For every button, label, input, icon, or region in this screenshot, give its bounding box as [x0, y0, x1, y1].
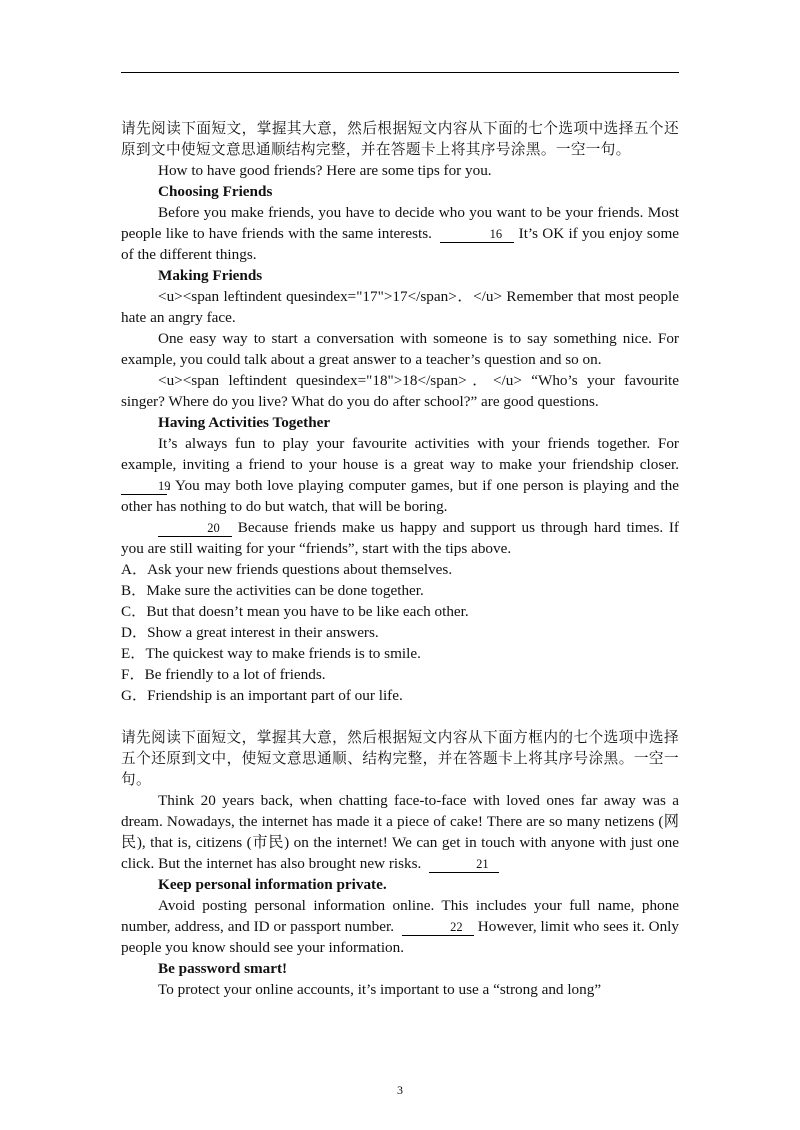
paragraph-text: . You may both love playing computer games, but if one person is playing and the other has nothing to do but watch, that will be boring.: [121, 477, 679, 515]
paragraph-password: To protect your online accounts, it’s important to use a “strong and long”: [158, 981, 602, 998]
paragraph-internet: [121, 790, 679, 874]
heading-activities: Having Activities Together: [158, 414, 331, 431]
heading-choosing-friends: Choosing Friends: [158, 183, 273, 200]
blank-21[interactable]: 21: [429, 857, 499, 873]
option-c: C．But that doesn’t mean you have to be like each other.: [121, 603, 469, 620]
paragraph-personal-info: [121, 895, 679, 958]
paragraph-blank-20: [121, 517, 679, 559]
page-number: 3: [397, 1083, 403, 1097]
header-rule: [121, 72, 679, 73]
heading-making-friends: Making Friends: [158, 267, 263, 284]
option-a: A．Ask your new friends questions about themselves.: [121, 561, 453, 578]
option-g: G．Friendship is an important part of our life.: [121, 687, 403, 704]
blank-20[interactable]: 20: [158, 521, 232, 537]
paragraph-blank-18: <u><span leftindent quesindex="18">18</span>．</u> “Who’s your favourite singer? Where do you live? What do you do after school?” are good questions.: [121, 372, 679, 410]
page-content: [121, 118, 679, 1000]
paragraph-text: Think 20 years back, when chatting face-to-face with loved ones far away was a dream. Nowadays, the internet has made it a piece of cake! There are so many netizens (网民), that is, citizens (市民) on the internet! We can get in touch with anyone with just one click. But the internet has also brought new risks.: [121, 792, 679, 872]
blank-22[interactable]: 22: [402, 920, 474, 936]
section2-instruction: 请先阅读下面短文，掌握其大意，然后根据短文内容从下面方框内的七个选项中选择五个还原到文中，使短文意思通顺、结构完整，并在答题卡上将其序号涂黑。一空一句。: [121, 729, 679, 788]
section-gap: [121, 706, 679, 727]
section1-instruction: 请先阅读下面短文，掌握其大意，然后根据短文内容从下面的七个选项中选择五个还原到文中使短文意思通顺结构完整，并在答题卡上将其序号涂黑。一空一句。: [121, 120, 679, 158]
section1-intro: How to have good friends? Here are some tips for you.: [158, 162, 492, 179]
heading-password: Be password smart!: [158, 960, 288, 977]
option-f: F．Be friendly to a lot of friends.: [121, 666, 326, 683]
paragraph-text: It’s OK if you enjoy some of the different things.: [121, 225, 679, 263]
paragraph-text: It’s always fun to play your favourite activities with your friends together. For example, inviting a friend to your house is a great way to make your friendship closer.: [121, 435, 679, 473]
paragraph-text: Because friends make us happy and support us through hard times. If you are still waiting for your “friends”, start with the tips above.: [121, 519, 679, 557]
paragraph-text: Before you make friends, you have to decide who you want to be your friends. Most people like to have friends with the same interests.: [121, 204, 679, 242]
option-e: E．The quickest way to make friends is to smile.: [121, 645, 421, 662]
blank-16[interactable]: 16: [440, 227, 514, 243]
paragraph-conversation: One easy way to start a conversation with someone is to say something nice. For example, you could talk about a great answer to a teacher’s question and so on.: [121, 330, 679, 368]
paragraph-activities: [121, 433, 679, 517]
option-b: B．Make sure the activities can be done together.: [121, 582, 424, 599]
paragraph-text: However, limit who sees it. Only people you know should see your information.: [121, 918, 679, 956]
heading-personal-info: Keep personal information private.: [158, 876, 387, 893]
paragraph-choosing-friends: [121, 202, 679, 265]
option-d: D．Show a great interest in their answers.: [121, 624, 379, 641]
paragraph-blank-17: <u><span leftindent quesindex="17">17</span>．</u> Remember that most people hate an angry face.: [121, 288, 679, 326]
blank-19[interactable]: 19: [121, 479, 167, 495]
paragraph-text: Avoid posting personal information online. This includes your full name, phone number, address, and ID or passport number.: [121, 897, 679, 935]
